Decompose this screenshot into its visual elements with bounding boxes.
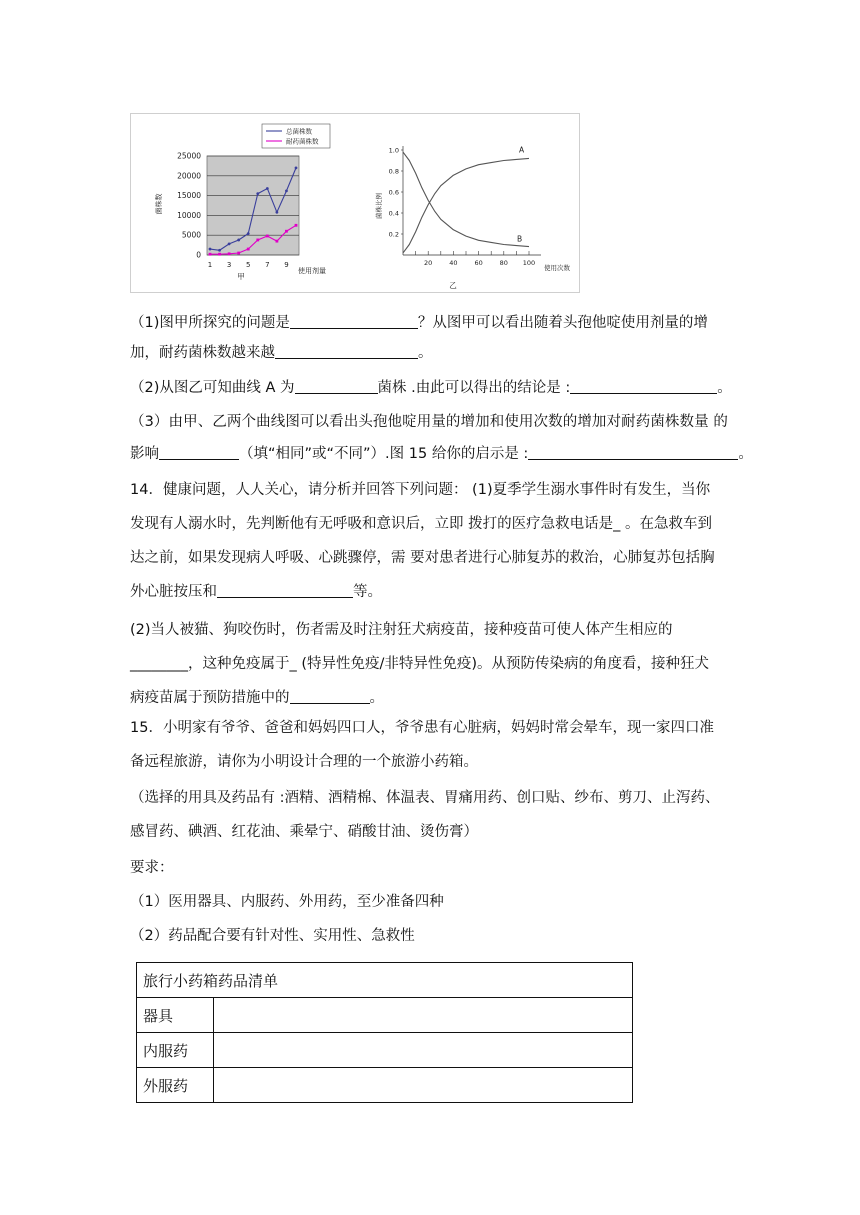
chart-a-x-tick-label: 7 <box>265 261 270 269</box>
chart-a-point <box>266 187 269 190</box>
chart-a-point <box>218 253 221 256</box>
q13-line-2 <box>130 343 750 363</box>
chart-a-point <box>285 189 288 192</box>
table-row <box>137 1068 633 1103</box>
chart-a-x-tick-label: 1 <box>207 261 213 269</box>
answer-blank[interactable] <box>570 378 717 394</box>
q14-line-5: (2)当人被猫、狗咬伤时，伤者需及时注射狂犬病疫苗，接种疫苗可使人体产生相应的 <box>130 622 673 638</box>
chart-b-y-axis-title: 菌株比例 <box>375 193 383 219</box>
chart-a-caption: 甲 <box>237 272 245 281</box>
answer-blank[interactable] <box>217 582 353 598</box>
table-row <box>137 998 633 1033</box>
chart-b-x-tick-label: 20 <box>424 259 433 267</box>
chart-b-series-label: B <box>517 234 523 244</box>
q13-line-5 <box>130 444 753 464</box>
table-title-row <box>137 963 633 998</box>
chart-a-x-tick-label: 9 <box>284 261 289 269</box>
chart-a-point <box>275 211 278 214</box>
q15-line-1: 15．小明家有爷爷、爸爸和妈妈四口人，爷爷患有心脏病，妈妈时常会晕车，现一家四口准 <box>130 720 714 736</box>
chart-b-y-tick-label: 0.2 <box>388 230 399 239</box>
q14-line-7 <box>130 688 750 708</box>
chart-a-plot-area <box>207 156 299 255</box>
answer-blank[interactable] <box>159 444 239 460</box>
table-title: 旅行小药箱药品清单 <box>137 963 633 998</box>
chart-a-point <box>295 224 298 227</box>
chart-a-point <box>218 249 221 252</box>
q13-text: （填“相同”或“不同”）.图 15 给你的启示是 : <box>239 446 529 462</box>
chart-a-legend-label: 耐药菌株数 <box>286 137 319 146</box>
q13-text: 加，耐药菌株数越来越 <box>130 345 275 361</box>
chart-a-x-axis-title: 使用剂量 <box>298 267 326 275</box>
q13-text: 。 <box>717 380 732 396</box>
answer-blank[interactable] <box>528 444 738 460</box>
chart-a-point <box>247 232 250 235</box>
q14-text: 等。 <box>353 584 382 600</box>
chart-a-point <box>275 240 278 243</box>
q15-line-4: 感冒药、碘酒、红花油、乘晕宁、硝酸甘油、烫伤膏） <box>130 824 478 840</box>
chart-a-point <box>237 252 240 255</box>
q14-text: 病疫苗属于预防措施中的 <box>130 690 290 706</box>
row-label: 器具 <box>137 998 214 1033</box>
q14-line-4 <box>130 582 750 602</box>
chart-b-x-tick-label: 80 <box>499 259 508 267</box>
chart-a-y-tick-label: 5000 <box>181 230 201 240</box>
q14-text: 。 <box>369 690 384 706</box>
q15-line-7: （2）药品配合要有针对性、实用性、急救性 <box>130 928 415 944</box>
q13-line-1 <box>130 313 750 333</box>
chart-a-y-tick-label: 25000 <box>177 151 201 161</box>
q15-line-6: （1）医用器具、内服药、外用药，至少准备四种 <box>130 894 444 910</box>
q13-text: ？从图甲可以看出随着头孢他啶使用剂量的增 <box>417 315 708 331</box>
q13-text: 影响 <box>130 446 159 462</box>
chart-a-y-tick-label: 10000 <box>177 210 201 220</box>
chart-b-x-tick-label: 40 <box>449 259 458 267</box>
chart-a-x-tick-label: 5 <box>245 261 251 269</box>
answer-blank[interactable] <box>295 378 378 394</box>
q13-text: 菌株 .由此可以得出的结论是 : <box>377 380 571 396</box>
chart-a-legend-label: 总菌株数 <box>286 127 312 136</box>
row-answer-cell[interactable] <box>214 1068 633 1103</box>
q15-line-3: （选择的用具及药品有 :酒精、酒精棉、体温表、胃痛用药、创口贴、纱布、剪刀、止泻药、 <box>130 790 720 806</box>
chart-b-x-tick-label: 100 <box>522 259 536 267</box>
q13-line-3 <box>130 378 750 398</box>
chart-a-point <box>256 239 259 242</box>
chart-a-point <box>228 252 231 255</box>
answer-blank[interactable] <box>290 313 418 329</box>
chart-b-caption: 乙 <box>449 281 457 290</box>
q13-text: 。 <box>738 446 753 462</box>
chart-a-y-tick-label: 20000 <box>177 171 201 181</box>
chart-a-point <box>256 192 259 195</box>
chart-a-point <box>228 243 231 246</box>
q13-line-4: （3）由甲、乙两个曲线图可以看出头孢他啶用量的增加和使用次数的增加对耐药菌株数量 的 <box>130 414 729 430</box>
row-label: 内服药 <box>137 1033 214 1068</box>
chart-b-y-tick-label: 0.8 <box>388 167 399 176</box>
q15-line-5: 要求： <box>130 860 174 876</box>
table-row <box>137 1033 633 1068</box>
chart-a-point <box>266 235 269 238</box>
figure-charts <box>131 114 579 292</box>
q14-line-3: 达之前，如果发现病人呼吸、心跳骤停，需 要对患者进行心肺复苏的救治，心肺复苏包括胸 <box>130 550 715 566</box>
q13-text: （2)从图乙可知曲线 A 为 <box>130 380 295 396</box>
answer-blank[interactable] <box>290 688 370 704</box>
chart-a-y-tick-label: 0 <box>196 250 201 260</box>
chart-b-series-line <box>403 152 529 247</box>
row-answer-cell[interactable] <box>214 998 633 1033</box>
chart-a-point <box>237 239 240 242</box>
chart-a-point <box>285 230 288 233</box>
chart-b-series-label: A <box>519 145 525 155</box>
q14-text: 外心脏按压和 <box>130 584 217 600</box>
chart-b-x-tick-label: 60 <box>474 259 483 267</box>
q15-line-2: 备远程旅游，请你为小明设计合理的一个旅游小药箱。 <box>130 754 478 770</box>
medicine-kit-table <box>136 962 633 1103</box>
chart-a-point <box>247 248 250 251</box>
chart-a-y-axis-title: 菌株数 <box>155 193 163 215</box>
q14-line-2: 发现有人溺水时，先判断他有无呼吸和意识后，立即 拨打的医疗急救电话是_ 。在急救车到 <box>130 516 712 532</box>
chart-a-point <box>209 248 212 251</box>
chart-b-series-line <box>403 158 529 253</box>
chart-a-y-tick-label: 15000 <box>177 191 201 201</box>
answer-blank[interactable] <box>275 343 418 359</box>
row-label: 外服药 <box>137 1068 214 1103</box>
q14-line-1: 14．健康问题，人人关心，请分析并回答下列问题： (1)夏季学生溺水事件时有发生，当你 <box>130 482 711 498</box>
chart-b-x-axis-title: 使用次数 <box>544 264 570 272</box>
chart-a-x-tick-label: 3 <box>226 261 232 269</box>
chart-a-point <box>209 253 212 256</box>
chart-a-point <box>295 166 298 169</box>
row-answer-cell[interactable] <box>214 1033 633 1068</box>
q13-text: 。 <box>418 345 433 361</box>
q13-text: （1)图甲所探究的问题是 <box>130 315 290 331</box>
figure-panel <box>130 113 580 293</box>
chart-b-y-tick-label: 1.0 <box>388 146 399 155</box>
q14-line-6: ________，这种免疫属于_ (特异性免疫/非特异性免疫)。从预防传染病的角度看，接种狂犬 <box>130 656 710 672</box>
chart-b-y-tick-label: 0.4 <box>388 209 399 218</box>
chart-b-y-tick-label: 0.6 <box>388 188 399 197</box>
